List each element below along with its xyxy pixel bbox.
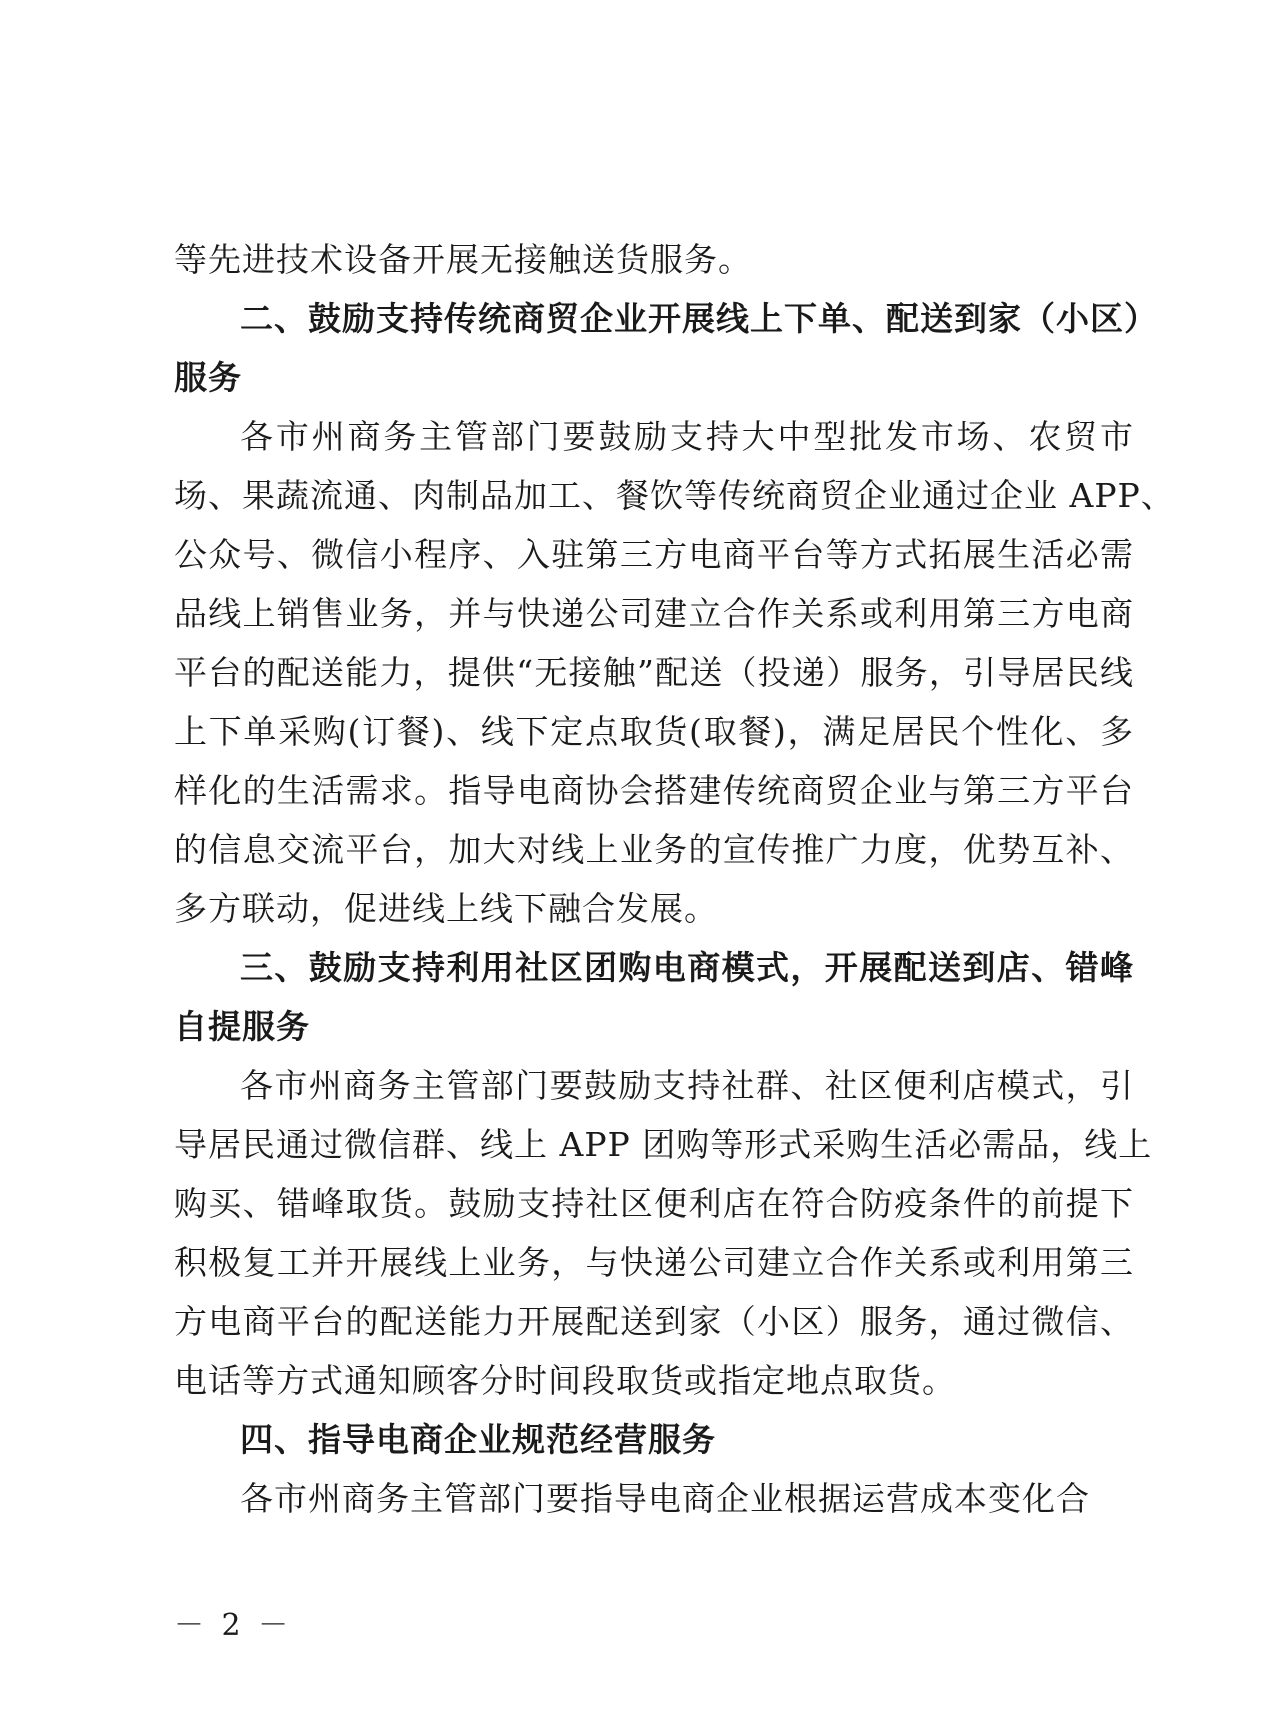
section-heading-3: 三、鼓励支持利用社区团购电商模式，开展配送到店、错峰 — [240, 948, 1134, 987]
body-line: 各市州商务主管部门要鼓励支持社群、社区便利店模式，引 — [240, 1066, 1134, 1105]
section-heading-2-cont: 服务 — [174, 358, 242, 397]
section-heading-2: 二、鼓励支持传统商贸企业开展线上下单、配送到家（小区） — [240, 299, 1158, 338]
body-line: 上下单采购(订餐)、线下定点取货(取餐)，满足居民个性化、多 — [174, 712, 1134, 751]
body-line: 积极复工并开展线上业务，与快递公司建立合作关系或利用第三 — [174, 1243, 1134, 1282]
body-line: 电话等方式通知顾客分时间段取货或指定地点取货。 — [174, 1361, 956, 1400]
body-line: 公众号、微信小程序、入驻第三方电商平台等方式拓展生活必需 — [174, 535, 1134, 574]
body-line: 多方联动，促进线上线下融合发展。 — [174, 889, 718, 928]
body-line: 各市州商务主管部门要指导电商企业根据运营成本变化合 — [240, 1479, 1090, 1518]
body-line: 品线上销售业务，并与快递公司建立合作关系或利用第三方电商 — [174, 594, 1134, 633]
page-number: － 2 － — [174, 1608, 293, 1643]
body-line: 平台的配送能力，提供“无接触”配送（投递）服务，引导居民线 — [174, 653, 1134, 692]
body-line: 等先进技术设备开展无接触送货服务。 — [174, 240, 752, 279]
body-line: 的信息交流平台，加大对线上业务的宣传推广力度，优势互补、 — [174, 830, 1134, 869]
body-line: 购买、错峰取货。鼓励支持社区便利店在符合防疫条件的前提下 — [174, 1184, 1134, 1223]
body-line: 方电商平台的配送能力开展配送到家（小区）服务，通过微信、 — [174, 1302, 1134, 1341]
document-body — [174, 230, 1175, 1528]
body-line: 样化的生活需求。指导电商协会搭建传统商贸企业与第三方平台 — [174, 771, 1134, 810]
body-line: 各市州商务主管部门要鼓励支持大中型批发市场、农贸市 — [240, 417, 1134, 456]
section-heading-4: 四、指导电商企业规范经营服务 — [240, 1420, 716, 1459]
body-line: 场、果蔬流通、肉制品加工、餐饮等传统商贸企业通过企业 APP、 — [174, 476, 1175, 515]
section-heading-3-cont: 自提服务 — [174, 1007, 310, 1046]
body-line: 导居民通过微信群、线上 APP 团购等形式采购生活必需品，线上 — [174, 1125, 1153, 1164]
